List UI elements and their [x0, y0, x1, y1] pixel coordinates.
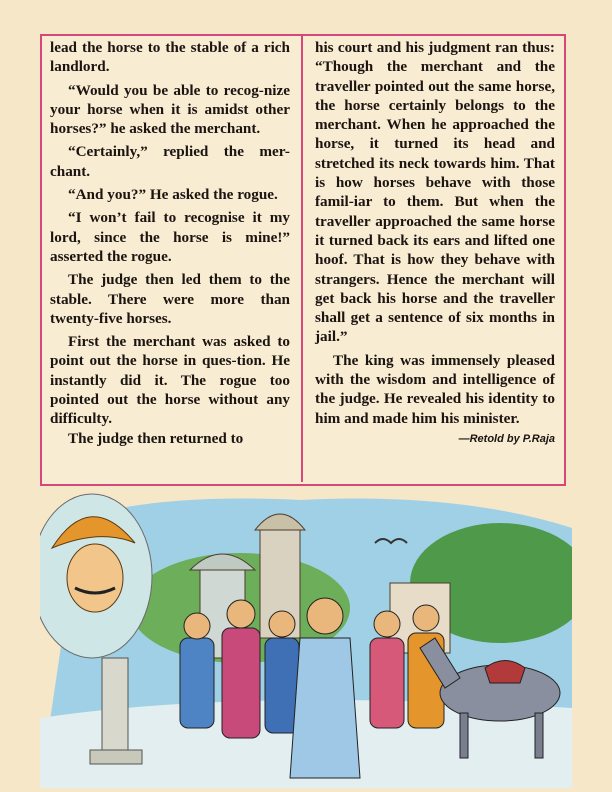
judge-head: [307, 598, 343, 634]
paragraph: First the merchant was asked to point out the horse in ques-tion. He instantly did it. The rogue too pointed out the horse without any difficulty.: [50, 333, 290, 428]
paragraph: “Certainly,” replied the mer-chant.: [50, 143, 290, 180]
paragraph: “Would you be able to recog-nize your horse when it is amidst other horses?” he asked the merchant.: [50, 81, 290, 138]
author-credit: —Retold by P.Raja: [458, 432, 555, 445]
left-column: [50, 38, 290, 448]
paragraph: The judge then returned to: [68, 429, 244, 447]
paragraph: The king was immensely pleased with the wisdom and intelligence of the judge. He revealed his identity to him and made him his minister.: [315, 351, 555, 427]
paragraph: his court and his judgment ran thus: “Though the merchant and the traveller pointed out the same horse, the horse certainly belongs to the merchant. When he approached the horse, it turned its head and stretched its neck towards him. That is how horses behave with those famil-iar to them. But when the traveller approached the same horse it turned back its ears and lifted one hoof. That is how they behave with strangers. Hence the merchant will get back his horse and the traveller shall get a sentence of six months in jail.”: [315, 39, 555, 346]
pillar-base: [90, 750, 142, 764]
paragraph: “I won’t fail to recognise it my lord, since the horse is mine!” asserted the rogue.: [50, 209, 290, 265]
illustration-art: [40, 488, 572, 788]
paragraph: “And you?” He asked the rogue.: [68, 186, 278, 204]
paragraph: The judge then led them to the stable. There were more than twenty-five horses.: [50, 271, 290, 327]
column-divider: [301, 34, 303, 482]
paragraph: lead the horse to the stable of a rich landlord.: [50, 39, 290, 76]
king-face: [67, 544, 123, 612]
horse-saddle: [485, 661, 525, 684]
stone-pillar: [102, 658, 128, 758]
story-illustration: [40, 488, 572, 788]
right-column: [315, 38, 555, 449]
judge-figure: [290, 638, 360, 778]
